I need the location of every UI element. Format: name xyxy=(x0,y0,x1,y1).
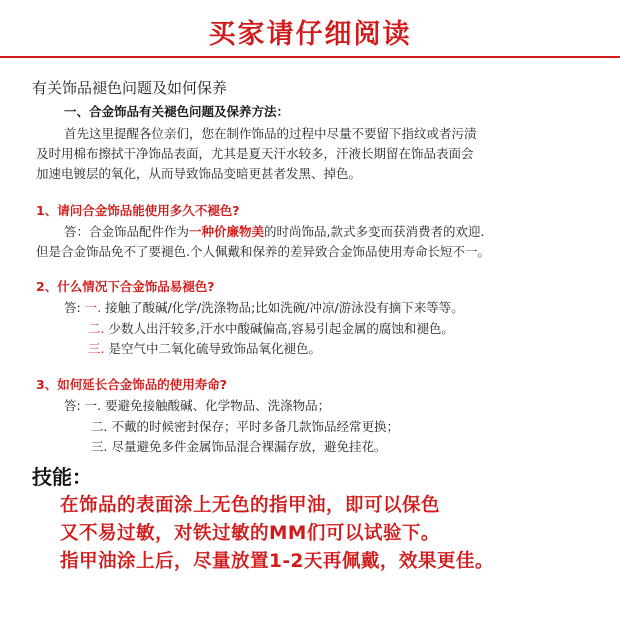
tip-line: 在饰品的表面涂上无色的指甲油，即可以保色 xyxy=(60,495,441,516)
answer-3-item: 三. 尽量避免多件金属饰品混合裸漏存放，避免挂花。 xyxy=(91,439,387,454)
answer-1-line-2: 但是合金饰品免不了要褪色.个人佩戴和保养的差异致合金饰品使用寿命长短不一。 xyxy=(36,244,490,259)
item-text: 少数人出汗较多,汗水中酸碱偏高,容易引起金属的腐蚀和褪色。 xyxy=(108,321,454,336)
section1-line: 加速电镀层的氧化，从而导致饰品变暗更甚者发黑、掉色。 xyxy=(36,166,362,181)
page-title: 买家请仔细阅读 xyxy=(208,19,412,50)
section1-heading: 一、合金饰品有关褪色问题及保养方法： xyxy=(64,104,290,119)
tip-line: 又不易过敏，对铁过敏的MM们可以试验下。 xyxy=(60,523,440,544)
answer-2-item xyxy=(88,339,321,357)
question-2: 2、什么情况下合金饰品易褪色? xyxy=(36,279,215,294)
answer-1-suffix: 的时尚饰品,款式多变而获消费者的欢迎. xyxy=(264,224,485,239)
question-1: 1、请问合金饰品能使用多久不褪色? xyxy=(36,203,240,218)
answer-1-line-1 xyxy=(64,222,484,240)
item-number: 一. xyxy=(84,300,102,315)
section1-line: 首先这里提醒各位亲们，您在制作饰品的过程中尽量不要留下指纹或者污渍 xyxy=(64,126,477,141)
title-divider xyxy=(0,56,620,58)
section1-line: 及时用棉布擦拭干净饰品表面，尤其是夏天汗水较多，汗液长期留在饰品表面会 xyxy=(36,146,474,161)
answer-1-prefix: 答：合金饰品配件作为 xyxy=(64,224,190,239)
answer-1-highlight: 一种价廉物美 xyxy=(189,224,265,239)
answer-2-item xyxy=(88,319,454,337)
question-3: 3、如何延长合金饰品的使用寿命? xyxy=(36,377,227,392)
item-text: 是空气中二氧化硫导致饰品氧化褪色。 xyxy=(108,341,321,356)
subtitle: 有关饰品褪色问题及如何保养 xyxy=(32,79,228,97)
tips-heading: 技能： xyxy=(32,465,92,489)
answer-3-item: 二. 不戴的时候密封保存；平时多备几款饰品经常更换； xyxy=(91,419,399,434)
answer-2-item xyxy=(64,298,464,316)
answer-3-item: 答: 一. 要避免接触酸碱、化学物品、洗涤物品； xyxy=(64,398,331,413)
item-text: 接触了酸碱/化学/洗涤物品;比如洗碗/冲凉/游泳没有摘下来等等。 xyxy=(105,300,464,315)
item-number: 三. xyxy=(88,341,105,356)
answer-label: 答: xyxy=(64,300,81,315)
item-number: 二. xyxy=(88,321,105,336)
tip-line: 指甲油涂上后，尽量放置1-2天再佩戴，效果更佳。 xyxy=(60,551,494,572)
